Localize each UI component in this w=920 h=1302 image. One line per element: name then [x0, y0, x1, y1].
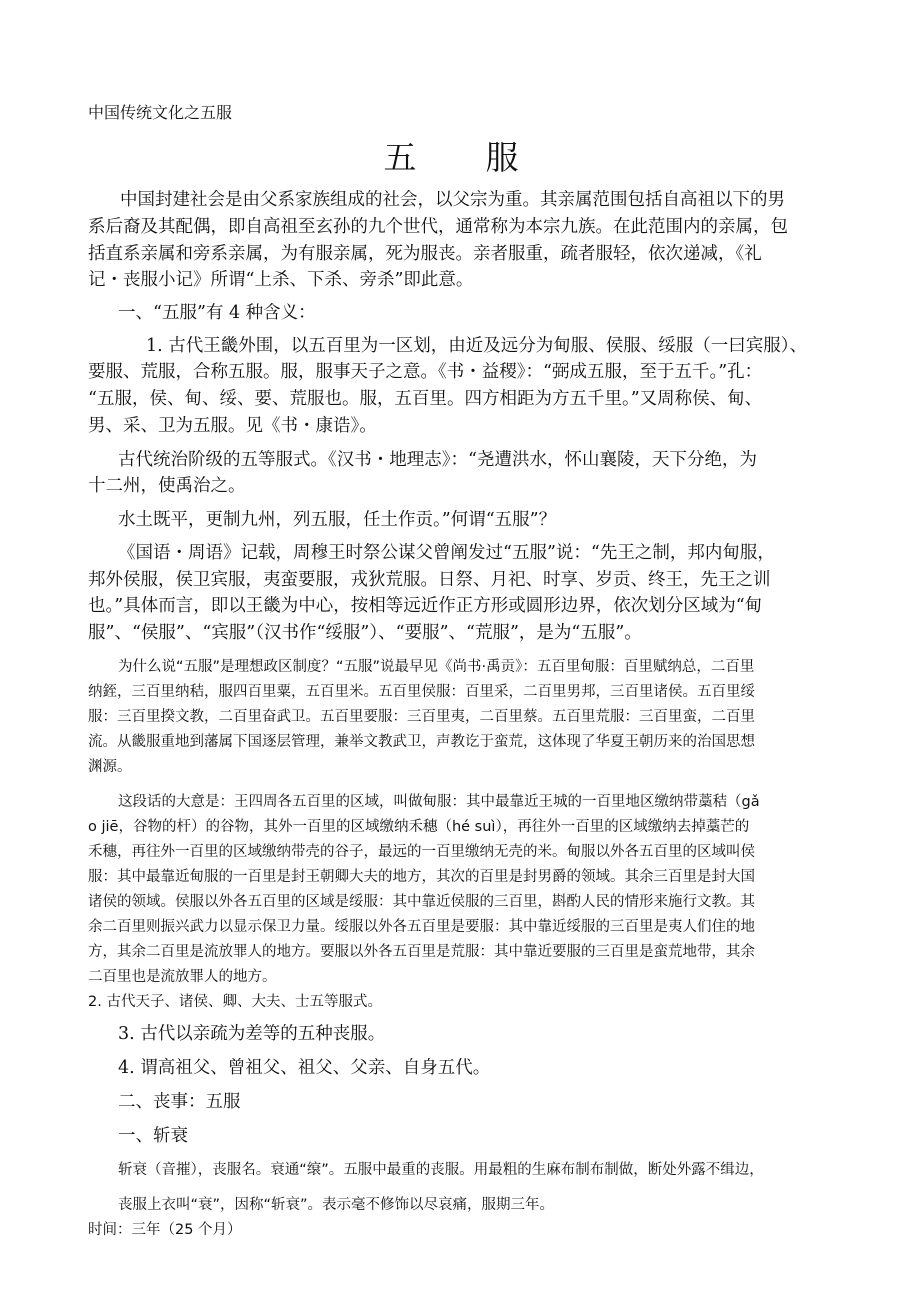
- paragraph-line: 记・丧服小记》所谓“上杀、下杀、旁杀”即此意。: [88, 270, 474, 290]
- paragraph-line: 《国语・周语》记载，周穆王时祭公谋父曾阐发过“五服”说：“先王之制，邦内甸服，: [118, 543, 775, 563]
- paragraph-line: 为什么说“五服”是理想政区制度？“五服”说最早见《尚书·禹贡》：五百里甸服：百里赋纳总，二百里: [118, 659, 755, 675]
- paragraph-line: 渊源。: [88, 759, 132, 775]
- paragraph-line: 二百里也是流放罪人的地方。: [88, 969, 277, 985]
- paragraph-line: 服：其中最靠近甸服的一百里是封王朝卿大夫的地方，其次的百里是封男爵的领域。其余三百里是封大国: [88, 869, 755, 885]
- paragraph-line: 括直系亲属和旁系亲属，为有服亲属，死为服丧。亲者服重，疏者服轻，依次递减，《礼: [88, 244, 762, 264]
- section-heading: 一、“五服”有 4 种含义：: [118, 303, 316, 323]
- paragraph-line: “五服，侯、甸、绥、要、荒服也。服，五百里。四方相距为方五千里。”又周称侯、甸、: [88, 389, 763, 409]
- paragraph-line: 古代统治阶级的五等服式。《汉书・地理志》：“尧遭洪水，怀山襄陵，天下分绝，为: [118, 450, 757, 470]
- paragraph-line: o jiē，谷物的杆）的谷物，其外一百里的区域缴纳禾穗（hé suì），再往外一百里的区域缴纳去掉藁芒的: [88, 819, 750, 835]
- page-title: 五 服: [383, 138, 537, 177]
- paragraph-line: 方，其余二百里是流放罪人的地方。要服以外各五百里是荒服：其中靠近要服的三百里是蛮荒地带，其余: [88, 944, 755, 960]
- paragraph-line: 系后裔及其配偶，即自高祖至玄孙的九个世代，通常称为本宗九族。在此范围内的亲属，包: [88, 217, 788, 237]
- paragraph-line: 时间：三年（25 个月）: [88, 1222, 242, 1238]
- paragraph-line: 2. 古代天子、诸侯、卿、大夫、士五等服式。: [88, 994, 382, 1010]
- paragraph-line: 中国封建社会是由父系家族组成的社会，以父宗为重。其亲属范围包括自高祖以下的男: [120, 190, 785, 210]
- paragraph-line: 诸侯的领域。侯服以外各五百里的区域是绥服：其中靠近侯服的三百里，斟酌人民的情形来施行文教。其: [88, 894, 755, 910]
- paragraph-line: 余二百里则振兴武力以显示保卫力量。绥服以外各五百里是要服：其中靠近绥服的三百里是夷人们住的地: [88, 919, 755, 935]
- section-heading: 一、斩衰: [118, 1126, 188, 1146]
- paragraph-line: 要服、荒服，合称五服。服，服事天子之意。《书・益稷》：“弼成五服，至于五千。”孔：: [88, 362, 763, 382]
- paragraph-line: 流。从畿服重地到藩属下国逐层管理，兼举文教武卫，声教讫于蛮荒，这体现了华夏王朝历来的治国思想: [88, 734, 755, 750]
- paragraph-line: 1. 古代王畿外围，以五百里为一区划，由近及远分为甸服、侯服、绥服（一曰宾服）、: [146, 336, 808, 356]
- list-item: 二、丧事：五服: [118, 1092, 241, 1112]
- paragraph-line: 服”、“侯服”、“宾服”（汉书作“绥服”）、“要服”、“荒服”，是为“五服”。: [88, 623, 642, 643]
- paragraph-line: 水土既平，更制九州，列五服，任土作贡。”何谓“五服”？: [118, 510, 557, 530]
- subsection-heading: 斩衰（音摧），丧服名。衰通“缞”。五服中最重的丧服。用最粗的生麻布制布制做，断处外露不缉边，: [118, 1162, 764, 1178]
- paragraph-line: 也。”具体而言，即以王畿为中心，按相等远近作正方形或圆形边界，依次划分区域为“甸: [88, 596, 763, 616]
- list-item: 4. 谓高祖父、曾祖父、祖父、父亲、自身五代。: [118, 1058, 491, 1078]
- paragraph-line: 禾穗，再往外一百里的区域缴纳带壳的谷子，最远的一百里缴纳无壳的米。甸服以外各五百里的区域叫侯: [88, 844, 755, 860]
- paragraph-line: 十二州，使禹治之。: [88, 476, 246, 496]
- paragraph-line: 邦外侯服，侯卫宾服，夷蛮要服，戎狄荒服。日祭、月祀、时享、岁贡、终王，先王之训: [88, 570, 771, 590]
- paragraph-line: 服：三百里揆文教，二百里奋武卫。五百里要服：三百里夷，二百里蔡。五百里荒服：三百里蛮，二百里: [88, 709, 755, 725]
- paragraph-line: 丧服上衣叫“衰”，因称“斩衰”。表示毫不修饰以尽哀痛，服期三年。: [118, 1197, 555, 1213]
- document-heading: 中国传统文化之五服: [88, 103, 233, 122]
- paragraph-line: 这段话的大意是：王四周各五百里的区域，叫做甸服：其中最靠近王城的一百里地区缴纳带藁秸（gǎ: [118, 794, 760, 810]
- paragraph-line: 男、采、卫为五服。见《书・康诰》。: [88, 416, 377, 436]
- list-item: 3. 古代以亲疏为差等的五种丧服。: [118, 1024, 386, 1044]
- paragraph-line: 纳銍，三百里纳秸，服四百里粟，五百里米。五百里侯服：百里采，二百里男邦，三百里诸侯。五百里绥: [88, 684, 755, 700]
